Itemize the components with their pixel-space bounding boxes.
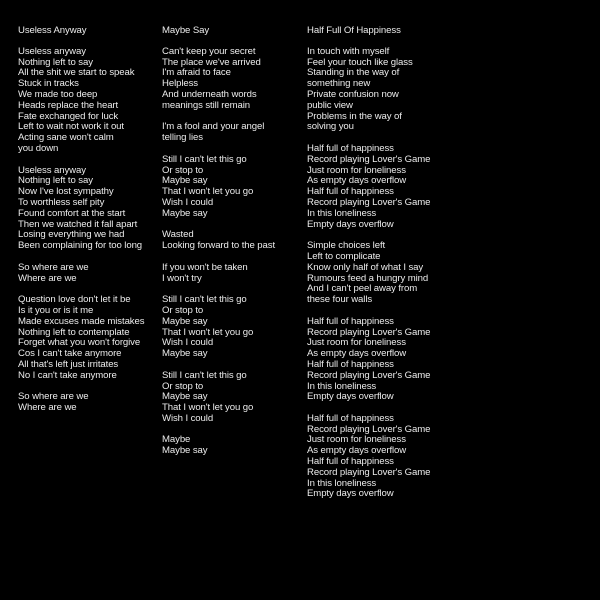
lyric-line: Then we watched it fall apart <box>18 218 138 230</box>
lyric-line: All that's left just irritates <box>18 358 119 370</box>
lyric-line: Stuck in tracks <box>18 78 79 90</box>
lyric-line: I won't try <box>162 272 202 284</box>
lyric-line: telling lies <box>162 132 203 144</box>
lyric-line: As empty days overflow <box>307 445 407 457</box>
lyric-line: Cos I can't take anymore <box>18 348 122 360</box>
lyric-line: Half full of happiness <box>307 315 394 327</box>
lyric-line: If you won't be taken <box>162 261 248 273</box>
lyric-stanza <box>162 371 302 425</box>
lyric-line: Nothing left to say <box>18 56 93 68</box>
lyric-line: That I won't let you go <box>162 186 254 198</box>
lyric-line: Problems in the way of <box>307 110 402 122</box>
lyric-stanza <box>18 47 156 155</box>
lyric-line: Looking forward to the past <box>162 240 276 252</box>
lyric-line: Now I've lost sympathy <box>18 186 114 198</box>
lyric-line: So where are we <box>18 261 89 273</box>
lyric-line: I'm a fool and your angel <box>162 121 265 133</box>
lyric-line: Where are we <box>18 402 77 414</box>
lyric-line: And underneath words <box>162 88 257 100</box>
lyric-line: And I can't peel away from <box>307 283 418 295</box>
lyric-line: you down <box>18 142 59 154</box>
lyric-line: Half full of happiness <box>307 456 394 468</box>
lyric-line: In this loneliness <box>307 380 377 392</box>
lyric-stanza <box>162 230 302 252</box>
lyric-line: Record playing Lover's Game <box>307 326 431 338</box>
lyric-line: Fate exchanged for luck <box>18 110 119 122</box>
lyric-line: As empty days overflow <box>307 175 407 187</box>
lyric-line: Record playing Lover's Game <box>307 196 431 208</box>
lyric-line: Just room for loneliness <box>307 434 406 446</box>
lyric-line: Losing everything we had <box>18 229 125 241</box>
lyric-line: Rumours feed a hungry mind <box>307 272 429 284</box>
lyric-line: That I won't let you go <box>162 326 254 338</box>
lyric-line: Been complaining for too long <box>18 240 143 252</box>
lyric-line: Maybe say <box>162 315 208 327</box>
lyric-line: Empty days overflow <box>307 391 394 403</box>
lyric-line: Nothing left to say <box>18 175 93 187</box>
lyric-line: Half full of happiness <box>307 358 394 370</box>
lyric-stanza <box>162 435 302 457</box>
lyric-stanza <box>162 122 302 144</box>
lyric-line: Question love don't let it be <box>18 294 131 306</box>
lyric-stanza <box>307 144 457 230</box>
lyric-line: Maybe say <box>162 391 208 403</box>
lyric-line: Simple choices left <box>307 240 386 252</box>
lyric-line: Nothing left to contemplate <box>18 326 130 338</box>
lyric-stanza <box>307 47 457 133</box>
lyric-line: No I can't take anymore <box>18 369 117 381</box>
lyric-line: Record playing Lover's Game <box>307 369 431 381</box>
lyric-line: Still I can't let this go <box>162 369 247 381</box>
lyric-line: Know only half of what I say <box>307 261 424 273</box>
lyric-line: Just room for loneliness <box>307 337 406 349</box>
lyric-line: Wish I could <box>162 196 214 208</box>
lyric-line: Feel your touch like glass <box>307 56 413 68</box>
lyric-line: Still I can't let this go <box>162 153 247 165</box>
lyric-line: something new <box>307 78 371 90</box>
lyric-line: Forget what you won't forgive <box>18 337 141 349</box>
lyrics-column-useless-anyway <box>18 26 156 425</box>
lyric-line: these four walls <box>307 294 373 306</box>
lyric-line: In this loneliness <box>307 207 377 219</box>
lyric-line: Wish I could <box>162 337 214 349</box>
lyric-line: Still I can't let this go <box>162 294 247 306</box>
lyric-line: Maybe say <box>162 207 208 219</box>
lyric-stanza <box>162 155 302 220</box>
song-title: Useless Anyway <box>18 25 87 36</box>
lyric-line: Half full of happiness <box>307 412 394 424</box>
lyric-line: Is it you or is it me <box>18 304 94 316</box>
lyric-line: In this loneliness <box>307 477 377 489</box>
lyric-stanza <box>18 295 156 381</box>
lyric-stanza <box>307 414 457 500</box>
lyric-stanza <box>18 392 156 414</box>
lyric-line: public view <box>307 99 353 111</box>
lyric-line: Heads replace the heart <box>18 99 119 111</box>
lyric-line: Record playing Lover's Game <box>307 153 431 165</box>
lyric-line: Wasted <box>162 229 194 241</box>
lyric-line: As empty days overflow <box>307 348 407 360</box>
lyric-line: Record playing Lover's Game <box>307 466 431 478</box>
lyric-line: All the shit we start to speak <box>18 67 135 79</box>
lyric-line: We made too deep <box>18 88 98 100</box>
lyric-line: Half full of happiness <box>307 142 394 154</box>
lyric-line: Wish I could <box>162 412 214 424</box>
lyric-line: Can't keep your secret <box>162 45 256 57</box>
lyric-stanza <box>18 263 156 285</box>
lyric-line: solving you <box>307 121 354 133</box>
lyric-line: Or stop to <box>162 164 204 176</box>
lyric-line: Empty days overflow <box>307 218 394 230</box>
lyric-line: In touch with myself <box>307 45 390 57</box>
lyric-line: I'm afraid to face <box>162 67 231 79</box>
song-title: Half Full Of Happiness <box>307 25 401 36</box>
lyrics-column-maybe-say <box>162 26 302 468</box>
lyric-line: Helpless <box>162 78 198 90</box>
lyric-stanza <box>307 241 457 306</box>
lyric-line: Maybe say <box>162 175 208 187</box>
lyric-line: Private confusion now <box>307 88 399 100</box>
lyric-line: Maybe <box>162 434 191 446</box>
lyric-line: Where are we <box>18 272 77 284</box>
lyric-line: Empty days overflow <box>307 488 394 500</box>
lyric-line: meanings still remain <box>162 99 251 111</box>
lyric-line: Or stop to <box>162 380 204 392</box>
lyric-line: That I won't let you go <box>162 402 254 414</box>
lyrics-column-half-full-of-happiness <box>307 26 457 511</box>
song-title: Maybe Say <box>162 25 210 36</box>
lyric-stanza <box>307 317 457 403</box>
lyric-line: To worthless self pity <box>18 196 105 208</box>
lyric-line: Half full of happiness <box>307 186 394 198</box>
lyric-line: So where are we <box>18 391 89 403</box>
lyric-line: Acting sane won't calm <box>18 132 114 144</box>
lyric-line: Made excuses made mistakes <box>18 315 145 327</box>
lyric-stanza <box>162 263 302 285</box>
lyric-line: Useless anyway <box>18 45 86 57</box>
lyric-stanza <box>162 47 302 112</box>
lyric-line: The place we've arrived <box>162 56 261 68</box>
lyric-line: Found comfort at the start <box>18 207 126 219</box>
lyric-line: Or stop to <box>162 304 204 316</box>
lyric-stanza <box>18 166 156 252</box>
lyric-line: Left to complicate <box>307 250 381 262</box>
lyric-stanza <box>162 295 302 360</box>
lyric-line: Just room for loneliness <box>307 164 406 176</box>
lyric-line: Maybe say <box>162 445 208 457</box>
lyric-line: Standing in the way of <box>307 67 400 79</box>
lyric-line: Maybe say <box>162 348 208 360</box>
lyric-line: Record playing Lover's Game <box>307 423 431 435</box>
lyric-line: Left to wait not work it out <box>18 121 124 133</box>
lyric-line: Useless anyway <box>18 164 86 176</box>
